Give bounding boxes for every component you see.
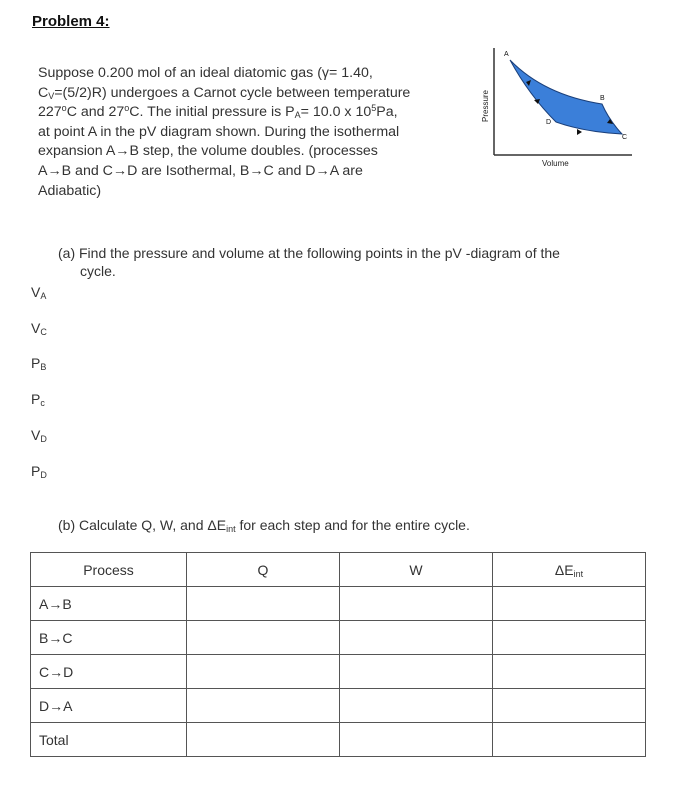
table-row (31, 723, 646, 757)
statement-line-7: Adiabatic) (38, 182, 102, 199)
header-process: Process (31, 553, 187, 587)
cell-cd-w[interactable] (340, 655, 493, 689)
part-a-prompt (58, 244, 658, 280)
cell-da-q[interactable] (187, 689, 340, 723)
problem-statement (38, 64, 468, 201)
answer-va-label: $V_A$ (31, 284, 47, 301)
part-a-line-1: (a) Find the pressure and volume at the following points in the pV -diagram of the (58, 245, 560, 261)
statement-line-2: $C_V=(5/2)R$) undergoes a Carnot cycle between temperature (38, 84, 411, 101)
part-b-prompt: (b) Calculate Q, W, and $\Delta E_{int}$ for each step and for the entire cycle. (58, 517, 470, 534)
cell-bc-eint[interactable] (493, 621, 646, 655)
table-row (31, 655, 646, 689)
cell-cd-q[interactable] (187, 655, 340, 689)
point-a-label: A (504, 51, 509, 58)
row-ab-label: A→B (31, 587, 187, 621)
row-total-label: Total (31, 723, 187, 757)
part-a-line-2: cycle. (80, 263, 116, 279)
answer-pb-label: $P_B$ (31, 355, 47, 372)
point-c-label: C (622, 134, 628, 141)
header-w: W (340, 553, 493, 587)
answer-pd-label: $P_D$ (31, 463, 47, 480)
table-header-row (31, 553, 646, 587)
cycle-region (510, 60, 622, 134)
cell-total-eint[interactable] (493, 723, 646, 757)
answer-vd-label: $V_D$ (31, 427, 47, 444)
cell-da-w[interactable] (340, 689, 493, 723)
row-cd-label: C→D (31, 655, 187, 689)
statement-line-5: expansion A→B step, the volume doubles. (processes (38, 143, 378, 160)
volume-axis-label: Volume (542, 159, 569, 168)
cell-total-w[interactable] (340, 723, 493, 757)
pressure-axis-label: Pressure (481, 89, 490, 122)
table-row (31, 689, 646, 723)
statement-line-4: at point A in the pV diagram shown. During the isothermal (38, 123, 400, 140)
row-da-label: D→A (31, 689, 187, 723)
table-row (31, 621, 646, 655)
cell-ab-q[interactable] (187, 587, 340, 621)
cell-cd-eint[interactable] (493, 655, 646, 689)
cell-ab-w[interactable] (340, 587, 493, 621)
cell-total-q[interactable] (187, 723, 340, 757)
cell-bc-w[interactable] (340, 621, 493, 655)
row-bc-label: B→C (31, 621, 187, 655)
process-table (30, 552, 646, 757)
cell-bc-q[interactable] (187, 621, 340, 655)
header-q: Q (187, 553, 340, 587)
answer-vc-label: $V_C$ (31, 320, 47, 337)
arrow-cd-icon (577, 129, 582, 135)
answer-pc-label: $P_c$ (31, 391, 45, 408)
point-d-label: D (546, 119, 552, 126)
pv-diagram (474, 40, 634, 180)
header-eint: $\Delta E_{int}$ (493, 553, 646, 587)
cell-da-eint[interactable] (493, 689, 646, 723)
problem-title: Problem 4: (32, 13, 110, 30)
cell-ab-eint[interactable] (493, 587, 646, 621)
statement-line-6: A→B and C→D are Isothermal, B→C and D→A are (38, 162, 363, 179)
statement-line-3: 227$^o$C and 27$^o$C. The initial pressure is $P_A= 10.0$ x $10^5Pa$, (38, 103, 398, 121)
point-b-label: B (600, 95, 605, 102)
statement-line-1: Suppose 0.200 mol of an ideal diatomic gas (γ= 1.40, (38, 65, 373, 81)
table-row (31, 587, 646, 621)
